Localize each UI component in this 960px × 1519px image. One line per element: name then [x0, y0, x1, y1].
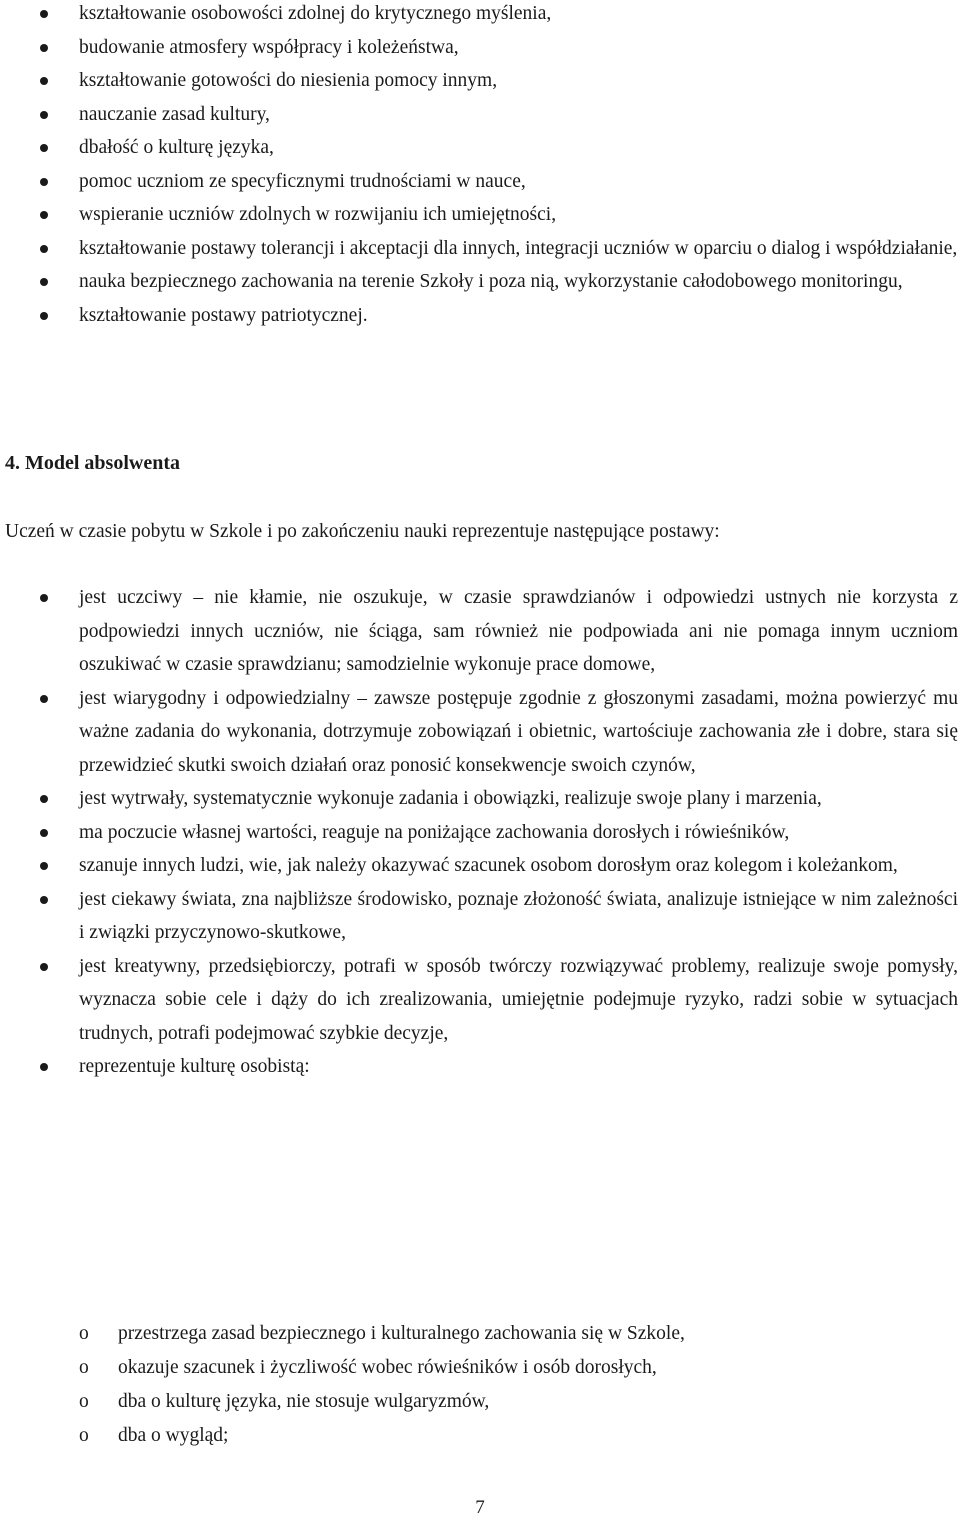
- sub-list-item: [0, 1317, 960, 1351]
- list-item: nauka bezpiecznego zachowania na terenie Szkoły i poza nią, wykorzystanie całodobowego monitoringu,: [0, 265, 960, 299]
- attitudes-list: [0, 581, 960, 1084]
- list-item: kształtowanie osobowości zdolnej do krytycznego myślenia,: [0, 0, 960, 31]
- sub-list-item-text: przestrzega zasad bezpiecznego i kulturalnego zachowania się w Szkole,: [118, 1323, 685, 1344]
- culture-sub-list: [0, 1317, 960, 1453]
- list-item: szanuje innych ludzi, wie, jak należy okazywać szacunek osobom dorosłym oraz kolegom i koleżankom,: [0, 849, 960, 883]
- list-item: budowanie atmosfery współpracy i koleżeństwa,: [0, 31, 960, 65]
- sub-list-item-text: dba o wygląd;: [118, 1425, 229, 1446]
- list-marker: o: [79, 1391, 89, 1412]
- list-item: pomoc uczniom ze specyficznymi trudnościami w nauce,: [0, 165, 960, 199]
- page-number: 7: [475, 1497, 485, 1518]
- list-marker: o: [79, 1323, 89, 1344]
- section-heading: 4. Model absolwenta: [5, 452, 180, 474]
- list-item: jest kreatywny, przedsiębiorczy, potrafi w sposób twórczy rozwiązywać problemy, realizuje swoje pomysły, wyznacza sobie cele i dąży do ich zrealizowania, umiejętnie podejmuje ryzyko, radzi sobie w sytuacjach trudnych, potrafi podejmować szybkie decyzje,: [0, 950, 960, 1051]
- list-item: jest ciekawy świata, zna najbliższe środowisko, poznaje złożoność świata, analizuje istniejące w nim zależności i związki przyczynowo-skutkowe,: [0, 883, 960, 950]
- goals-list: [0, 0, 960, 332]
- sub-list-item: [0, 1385, 960, 1419]
- list-item: jest uczciwy – nie kłamie, nie oszukuje, w czasie sprawdzianów i odpowiedzi ustnych nie korzysta z podpowiedzi innych uczniów, nie ściąga, sam również nie podpowiada ani nie pomaga innym uczniom oszukiwać w czasie sprawdzianu; samodzielnie wykonuje prace domowe,: [0, 581, 960, 682]
- list-item: ma poczucie własnej wartości, reaguje na poniżające zachowania dorosłych i rówieśników,: [0, 816, 960, 850]
- list-item: jest wytrwały, systematycznie wykonuje zadania i obowiązki, realizuje swoje plany i marzenia,: [0, 782, 960, 816]
- list-item: nauczanie zasad kultury,: [0, 98, 960, 132]
- list-marker: o: [79, 1425, 89, 1446]
- sub-list-item: [0, 1351, 960, 1385]
- list-item: kształtowanie postawy tolerancji i akceptacji dla innych, integracji uczniów w oparciu o dialog i współdziałanie,: [0, 232, 960, 266]
- sub-list-item-text: dba o kulturę języka, nie stosuje wulgaryzmów,: [118, 1391, 490, 1412]
- sub-list-item-text: okazuje szacunek i życzliwość wobec rówieśników i osób dorosłych,: [118, 1357, 657, 1378]
- list-item: reprezentuje kulturę osobistą:: [0, 1050, 960, 1084]
- list-item: jest wiarygodny i odpowiedzialny – zawsze postępuje zgodnie z głoszonymi zasadami, można powierzyć mu ważne zadania do wykonania, dotrzymuje zobowiązań i obietnic, wartościuje zachowania złe i dobre, stara się przewidzieć skutki swoich działań oraz ponosić konsekwencje swoich czynów,: [0, 682, 960, 783]
- sub-list-item: [0, 1419, 960, 1453]
- list-marker: o: [79, 1357, 89, 1378]
- list-item: dbałość o kulturę języka,: [0, 131, 960, 165]
- list-item: wspieranie uczniów zdolnych w rozwijaniu ich umiejętności,: [0, 198, 960, 232]
- list-item: kształtowanie gotowości do niesienia pomocy innym,: [0, 64, 960, 98]
- list-item: kształtowanie postawy patriotycznej.: [0, 299, 960, 333]
- section-intro: Uczeń w czasie pobytu w Szkole i po zakończeniu nauki reprezentuje następujące postawy:: [5, 521, 720, 542]
